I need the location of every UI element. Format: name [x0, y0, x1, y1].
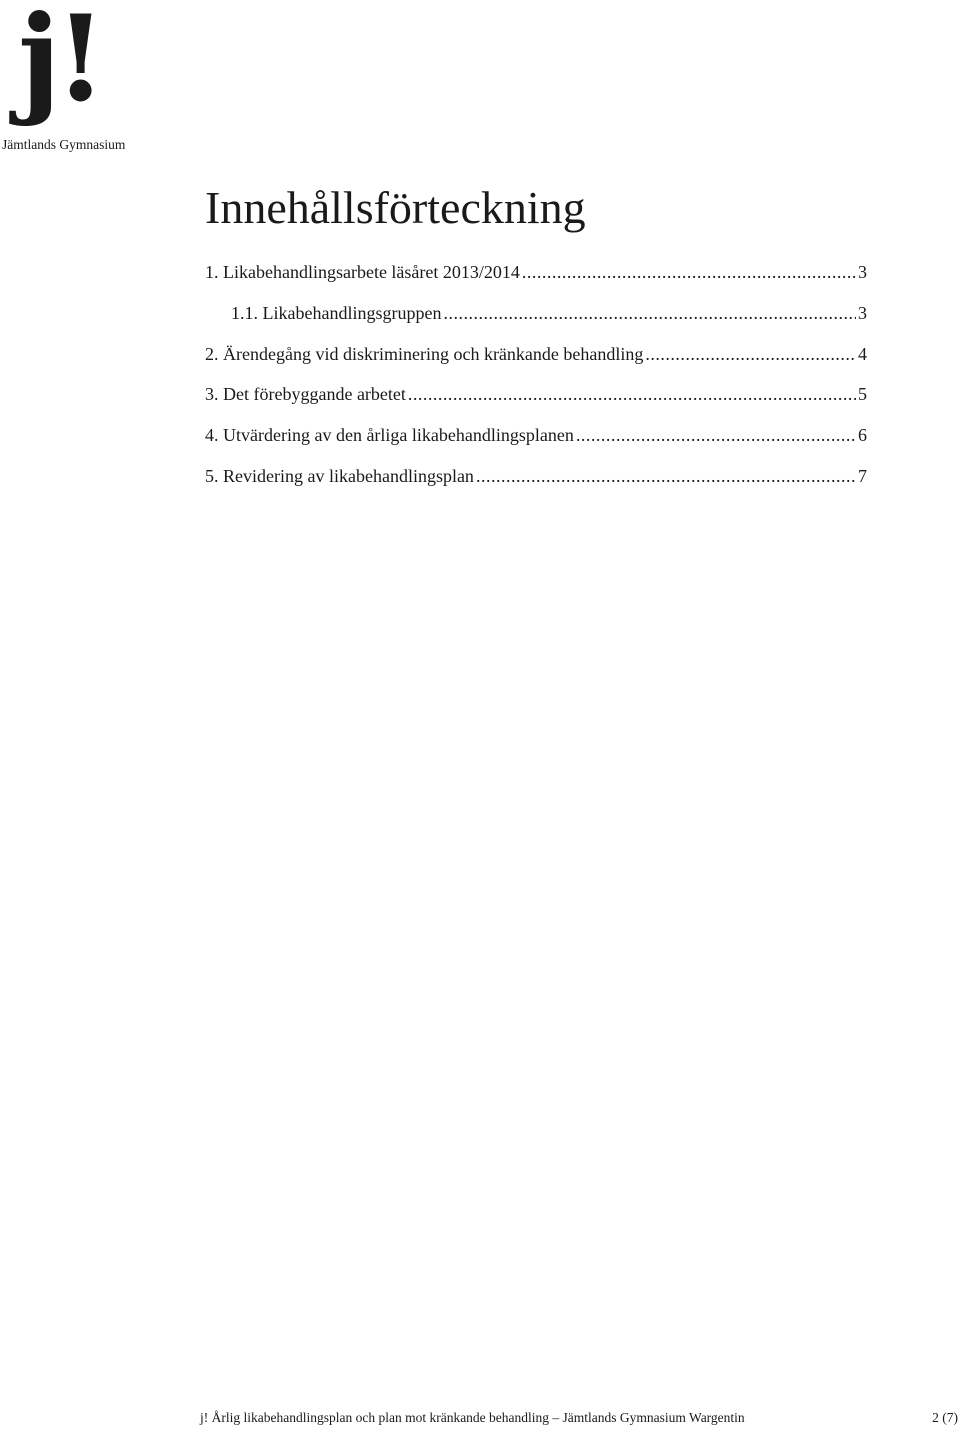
- toc-entry-label: 1.1. Likabehandlingsgruppen: [231, 302, 442, 323]
- toc-entry-label: 5. Revidering av likabehandlingsplan: [205, 465, 474, 486]
- logo-mark: j!: [18, 0, 101, 128]
- toc-entry-label: 2. Ärendegång vid diskriminering och kränkande behandling: [205, 343, 644, 364]
- toc-entry-3[interactable]: [205, 384, 867, 425]
- toc-entry-label: 3. Det förebyggande arbetet: [205, 384, 406, 405]
- toc-entry-page: 6: [858, 425, 867, 446]
- toc-dot-leader: [576, 425, 856, 446]
- toc-entry-1-1[interactable]: [205, 303, 867, 344]
- toc-entry-5[interactable]: [205, 466, 867, 507]
- toc-dot-leader: [408, 384, 856, 405]
- toc-entry-page: 7: [858, 465, 867, 486]
- toc-entry-page: 4: [858, 343, 867, 364]
- toc-entry-page: 3: [858, 302, 867, 323]
- toc-entry-page: 3: [858, 262, 867, 282]
- toc-entry-label: 4. Utvärdering av den årliga likabehandlingsplanen: [205, 425, 574, 446]
- table-of-contents: [205, 262, 867, 507]
- toc-dot-leader: [476, 466, 856, 487]
- toc-entry-1[interactable]: [205, 262, 867, 303]
- footer-document-title: j! Årlig likabehandlingsplan och plan mot kränkande behandling – Jämtlands Gymnasium Wargentin: [200, 1410, 745, 1425]
- toc-entry-page: 5: [858, 384, 867, 405]
- toc-dot-leader: [645, 344, 856, 365]
- page-footer: [200, 1410, 958, 1426]
- toc-entry-label: 1. Likabehandlingsarbete läsåret 2013/2014: [205, 262, 520, 282]
- footer-page-number: 2 (7): [932, 1410, 958, 1425]
- toc-dot-leader: [443, 303, 856, 324]
- school-logo: [0, 0, 130, 160]
- toc-entry-4[interactable]: [205, 425, 867, 466]
- toc-entry-2[interactable]: [205, 344, 867, 385]
- toc-heading: Innehållsförteckning: [205, 182, 586, 233]
- logo-school-name: Jämtlands Gymnasium: [2, 137, 126, 152]
- toc-dot-leader: [522, 262, 856, 283]
